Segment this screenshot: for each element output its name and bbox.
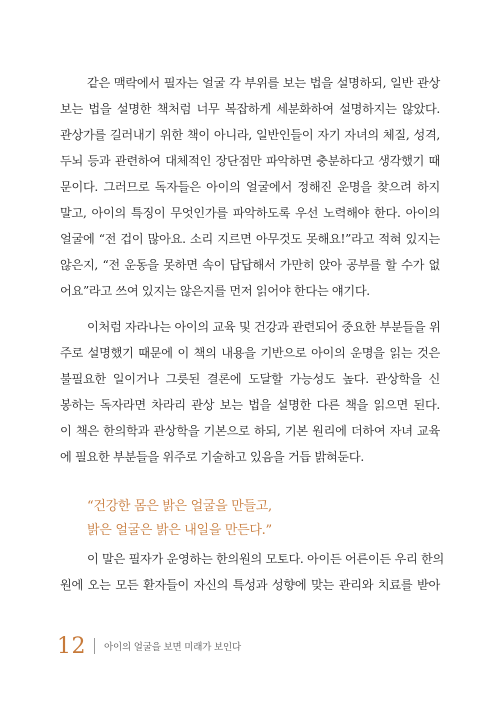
text-line: 같은 맥락에서 필자는 얼굴 각 부위를 보는 법을 설명하되, 일반 관상 [87,76,440,90]
text-line: 불필요한 일이거나 그릇된 결론에 도달할 가능성도 높다. 관상학을 신 [60,372,440,386]
quote-line: “건강한 몸은 밝은 얼굴을 만들고, [87,499,272,514]
page-footer [57,632,241,660]
text-line: 문이다. 그러므로 독자들은 아이의 얼굴에서 정해진 운명을 찾으려 하지 [60,180,440,194]
text-line: 얼굴에 “전 겁이 많아요. 소리 지르면 아무것도 못해요!”라고 적혀 있지는 [60,232,440,246]
text-line: 이처럼 자라나는 아이의 교육 및 건강과 관련되어 중요한 부분들을 위 [87,320,441,334]
text-line: 보는 법을 설명한 책처럼 너무 복잡하게 세분화하여 설명하지는 않았다. [60,102,440,116]
quote-line: 밝은 얼굴은 밝은 내일을 만든다.” [87,523,272,538]
running-title: 아이의 얼굴을 보면 미래가 보인다 [104,642,241,653]
text-line: 말고, 아이의 특징이 무엇인가를 파악하도록 우선 노력해야 한다. 아이의 [60,206,440,220]
text-line: 에 필요한 부분들을 위주로 기술하고 있음을 거듭 밝혀둔다. [60,450,364,464]
text-line: 두뇌 등과 관련하여 대체적인 장단점만 파악하면 충분하다고 생각했기 때 [60,154,440,168]
page-number: 12 [57,633,86,659]
text-line: 이 책은 한의학과 관상학을 기본으로 하되, 기본 원리에 더하여 자녀 교육 [60,424,440,438]
text-line: 어요”라고 쓰여 있지는 않은지를 먼저 읽어야 한다는 얘기다. [60,284,370,298]
text-line: 이 말은 필자가 운영하는 한의원의 모토다. 아이든 어른이든 우리 한의 [87,552,444,566]
text-line: 관상가를 길러내기 위한 책이 아니라, 일반인들이 자기 자녀의 체질, 성격, [60,128,440,142]
text-line: 봉하는 독자라면 차라리 관상 보는 법을 설명한 다른 책을 읽으면 된다. [60,398,440,412]
text-line: 원에 오는 모든 환자들이 자신의 특성과 성향에 맞는 관리와 치료를 받아 [60,578,440,592]
text-line: 주로 설명했기 때문에 이 책의 내용을 기반으로 아이의 운명을 읽는 것은 [60,346,440,360]
text-line: 않은지, “전 운동을 못하면 속이 답답해서 가만히 앉아 공부를 할 수가 없 [60,258,440,272]
footer-divider [94,638,95,654]
